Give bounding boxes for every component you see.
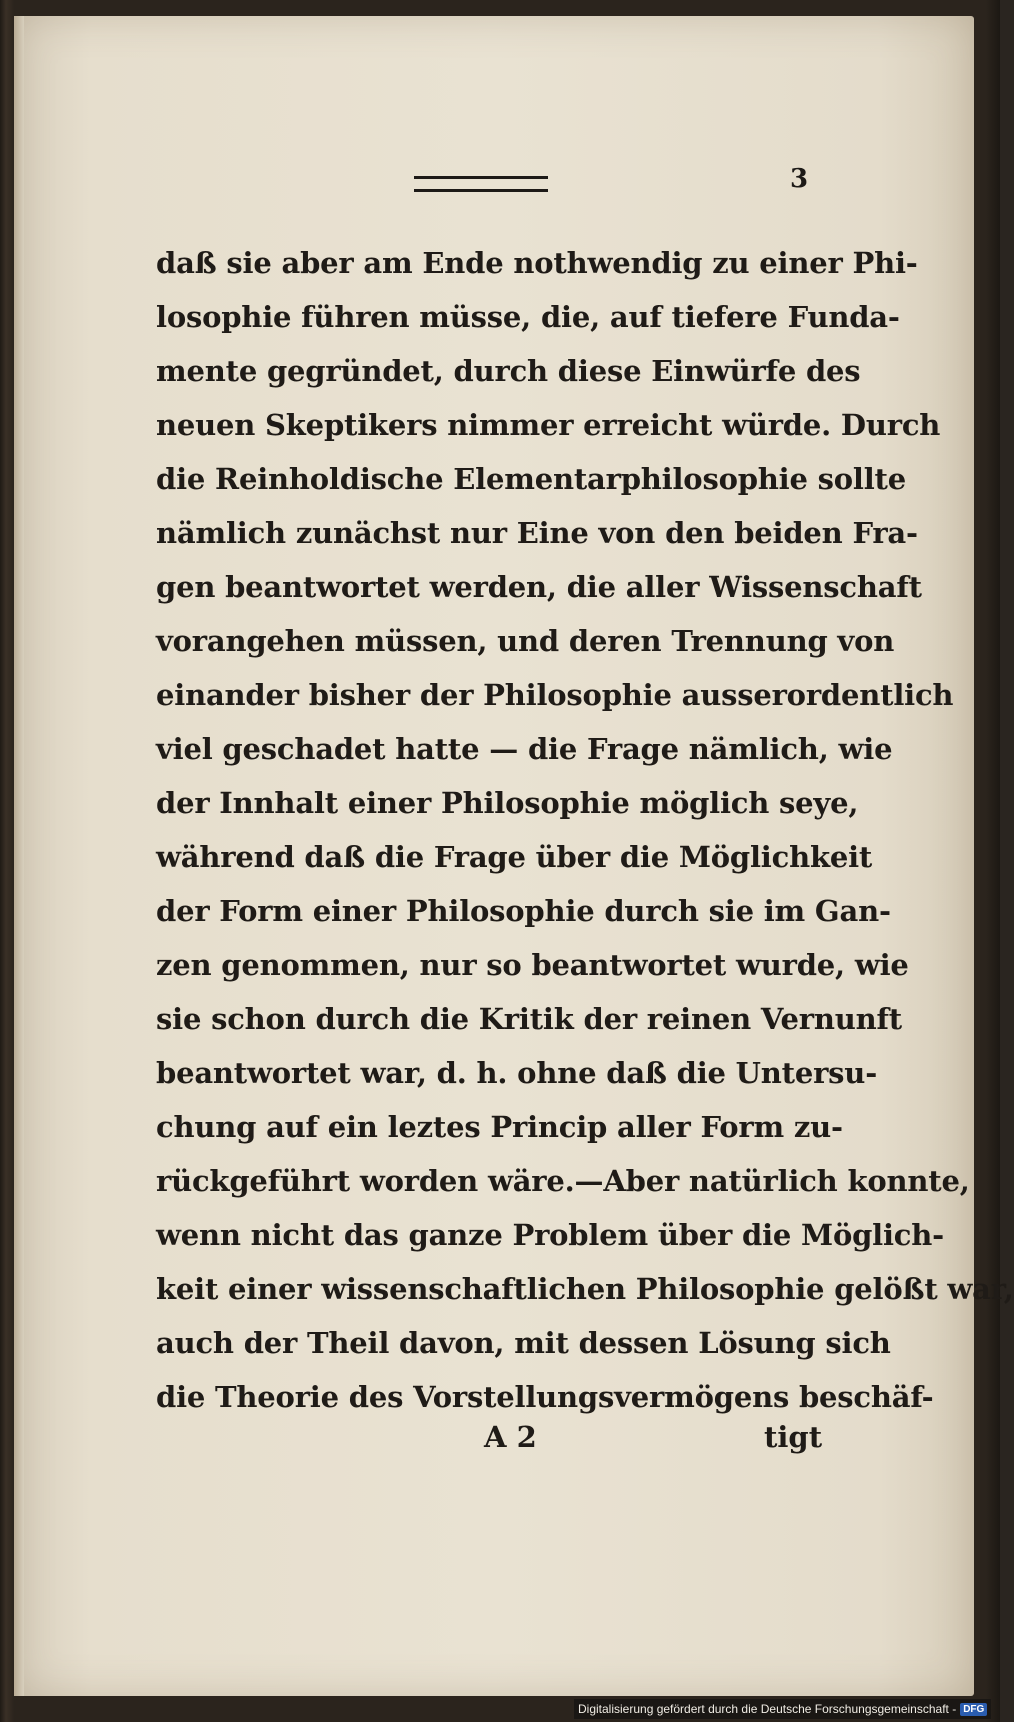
digitization-credit xyxy=(574,1699,991,1719)
text-line: während daß die Frage über die Möglichkeit xyxy=(156,840,873,874)
text-line: einander bisher der Philosophie ausserordentlich xyxy=(156,678,954,712)
text-line: beantwortet war, d. h. ohne daß die Untersu- xyxy=(156,1056,878,1090)
signature-mark: A 2 xyxy=(484,1420,537,1454)
page-body-text xyxy=(156,236,1014,1424)
text-line: der Form einer Philosophie durch sie im Gan- xyxy=(156,894,891,928)
text-line: daß sie aber am Ende nothwendig zu einer Phi- xyxy=(156,246,918,280)
catchword: tigt xyxy=(764,1420,823,1454)
text-line: sie schon durch die Kritik der reinen Vernunft xyxy=(156,1002,902,1036)
text-line: viel geschadet hatte — die Frage nämlich, wie xyxy=(156,732,893,766)
page-number: 3 xyxy=(790,164,809,194)
text-line: die Theorie des Vorstellungsvermögens beschäf- xyxy=(156,1380,934,1414)
text-line: keit einer wissenschaftlichen Philosophie gelößt war, xyxy=(156,1272,1014,1306)
text-line: neuen Skeptikers nimmer erreicht würde. Durch xyxy=(156,408,941,442)
text-line: gen beantwortet werden, die aller Wissenschaft xyxy=(156,570,922,604)
text-line: mente gegründet, durch diese Einwürfe des xyxy=(156,354,861,388)
text-line: chung auf ein leztes Princip aller Form zu- xyxy=(156,1110,843,1144)
text-line: der Innhalt einer Philosophie möglich seye, xyxy=(156,786,859,820)
text-line: zen genommen, nur so beantwortet wurde, wie xyxy=(156,948,909,982)
page-footer xyxy=(0,1420,1000,1460)
text-line: auch der Theil davon, mit dessen Lösung sich xyxy=(156,1326,891,1360)
text-line: nämlich zunächst nur Eine von den beiden Fra- xyxy=(156,516,918,550)
dfg-logo: DFG xyxy=(960,1703,987,1716)
text-line: wenn nicht das ganze Problem über die Möglich- xyxy=(156,1218,944,1252)
text-line: rückgeführt worden wäre.—Aber natürlich konnte, xyxy=(156,1164,970,1198)
header-double-rule xyxy=(414,176,548,192)
text-line: die Reinholdische Elementarphilosophie sollte xyxy=(156,462,906,496)
credit-text: Digitalisierung gefördert durch die Deutsche Forschungsgemeinschaft - xyxy=(578,1702,957,1716)
text-line: vorangehen müssen, und deren Trennung von xyxy=(156,624,895,658)
text-line: losophie führen müsse, die, auf tiefere Funda- xyxy=(156,300,900,334)
